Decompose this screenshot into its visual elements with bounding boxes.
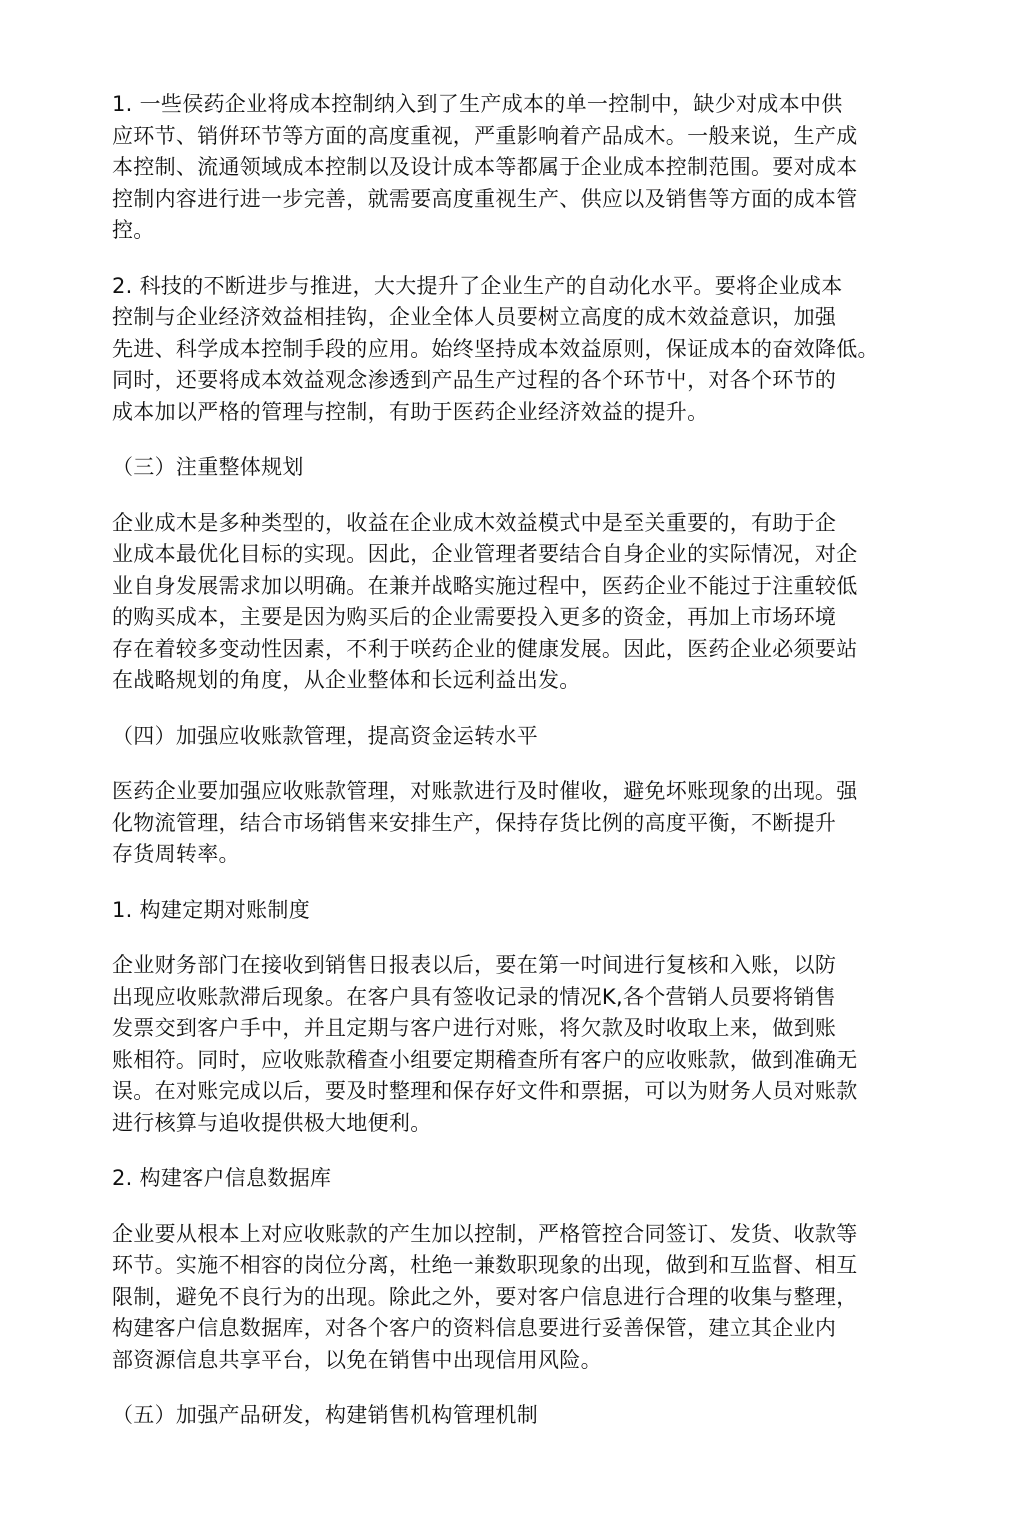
text-line: 构建客户信息数据库，对各个客户的资料信息要进行妥善保管，建立其企业内 [112, 1316, 837, 1340]
text-line: 控制与企业经济效益相挂钩，企业全体人员要树立高度的成木效益意识，加强 [112, 305, 837, 329]
text-line: 同时，还要将成本效益观念渗透到产品生产过程的各个环节屮，对各个环节的 [112, 368, 837, 392]
heading-text: （三）注重整体规划 [112, 455, 304, 479]
text-line: 出现应收账款滞后现象。在客户具有签收记录的情况K,各个营销人员要将销售 [112, 984, 836, 1009]
heading-text: （四）加强应收账款管理，提高资金运转水平 [112, 723, 538, 748]
paragraph-reconciliation [112, 950, 902, 1139]
text-line: 控制内容进行进一步完善，就需要高度重视生产、供应以及销售等方面的成本管 [112, 186, 858, 211]
text-line: 的购买成本，主要是因为购买后的企业需要投入更多的资金，再加上市场环境 [112, 605, 837, 629]
text-line: 环节。实施不相容的岗位分离，杜绝一兼数职现象的出现，做到和互监督、相互 [112, 1253, 858, 1277]
text-line: 控。 [112, 218, 155, 242]
text-line: 2. 科技的不断进步与推进，大大提升了企业生产的自动化水平。要将企业成本 [112, 273, 843, 298]
text-line: 企业成木是多种类型的，收益在企业成木效益模式中是至关重要的，有助于企 [112, 510, 837, 535]
text-line: 本控制、流通领域成本控制以及设计成本等都属于企业成本控制范围。要对成本 [112, 155, 858, 179]
text-line: 1. 一些侯药企业将成本控制纳入到了生产成本的单一控制中，缺少对成本中供 [112, 92, 843, 116]
text-line: 存货周转率。 [112, 842, 240, 866]
text-line: 应环节、销倂环节等方面的高度重视，严重影响着产品成木。一般来说，生产成 [112, 123, 858, 148]
paragraph-customer-database [112, 1219, 902, 1377]
document-page [112, 89, 902, 1432]
section-heading-5 [112, 1400, 902, 1432]
subsection-heading-customer-database [112, 1163, 902, 1195]
text-line: 误。在对账完成以后，要及时整理和保存好文件和票据，可以为财务人员对账款 [112, 1079, 858, 1103]
text-line: 企业要从根本上对应收账款的产生加以控制，严格管控合同签订、发货、收款等 [112, 1221, 858, 1246]
text-line: 账相符。同时，应收账款稽查小组要定期稽查所有客户的应收账款，做到准确无 [112, 1047, 858, 1072]
paragraph-receivables [112, 776, 902, 871]
heading-text: （五）加强产品研发，构建销售机构管理机制 [112, 1403, 538, 1427]
text-line: 先进、科学成本控制手段的应用。始终坚持成本效益原则，保证成本的奋效降低。 [112, 336, 879, 361]
paragraph-cost-benefit [112, 271, 902, 429]
text-line: 化物流管理，结合市场销售来安排生产，保持存货比例的高度平衡，不断提升 [112, 810, 837, 835]
text-line: 业自身发展需求加以明确。在兼并战略实施过程中，医药企业不能过于注重较低 [112, 573, 858, 598]
subsection-heading-reconciliation [112, 895, 902, 927]
text-line: 医药企业要加强应收账款管理，对账款进行及时催收，避免坏账现象的出现。强 [112, 779, 858, 803]
paragraph-overall-planning [112, 508, 902, 697]
text-line: 发票交到客户手中，并且定期与客户进行对账，将欠款及时收取上来，做到账 [112, 1016, 837, 1040]
text-line: 成本加以严格的管理与控制，有助于医药企业经济效益的提升。 [112, 399, 709, 424]
text-line: 在战略规划的角度，从企业整体和长远利益出发。 [112, 668, 581, 692]
text-line: 业成本最优化目标的实现。因此，企业管理者要结合自身企业的实际情况，对企 [112, 542, 858, 566]
text-line: 存在着较多变动性因素，不利于咲药企业的健康发展。因此，医药企业必须要站 [112, 636, 858, 661]
paragraph-cost-control-scope [112, 89, 902, 247]
section-heading-3 [112, 452, 902, 484]
heading-text: 1. 构建定期对账制度 [112, 897, 311, 922]
text-line: 企业财务部门在接收到销售日报表以后，要在第一吋间进行复核和入账，以防 [112, 953, 837, 977]
text-line: 进行核算与追收提供极大地便利。 [112, 1110, 432, 1135]
text-line: 部资源信息共享平台，以免在销售中出现信用风险。 [112, 1347, 602, 1372]
heading-text: 2. 构建客户信息数据库 [112, 1166, 332, 1190]
text-line: 限制，避免不良行为的出现。除此之外，要对客户信息进行合理的收集与整理， [112, 1284, 858, 1309]
section-heading-4 [112, 721, 902, 753]
